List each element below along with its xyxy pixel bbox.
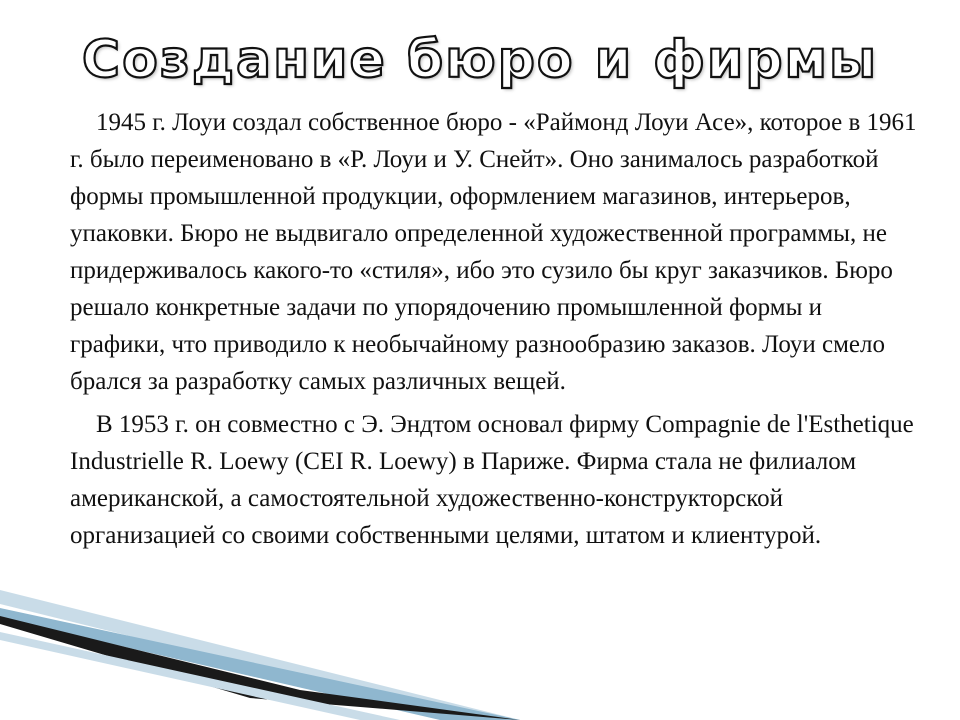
- paragraph-1: 1945 г. Лоуи создал собственное бюро - «Раймонд Лоуи Асе», которое в 1961 г. было переименовано в «Р. Лоуи и У. Снейт». Оно занималось разработкой формы промышленной продукции, оформлением магазинов, интерьеров, упаковки. Бюро не выдвигало определенной художественной программы, не придерживалось какого-то «стиля», ибо это сузило бы круг заказчиков. Бюро решало конкретные задачи по упорядочению промышленной формы и графики, что приводило к необычайному разнообразию заказов. Лоуи смело брался за разработку самых различных вещей.: [70, 109, 917, 395]
- paragraph-2: В 1953 г. он совместно с Э. Эндтом основал фирму Compagnie de l'Esthetique Industrielle R. Loewy (CEI R. Loewy) в Париже. Фирма стала не филиалом американской, а самостоятельной художественно-конструкторской организацией со своими собственными целями, штатом и клиентурой.: [70, 411, 914, 549]
- decor-stripe-dark: [0, 616, 520, 720]
- decor-stripe-light-2: [0, 632, 400, 720]
- decor-stripe-blue: [0, 608, 520, 720]
- decor-stripe-light: [0, 590, 520, 720]
- slide-body: [70, 104, 920, 554]
- slide-title: Создание бюро и фирмы: [81, 30, 879, 90]
- decorative-stripes: [0, 560, 520, 720]
